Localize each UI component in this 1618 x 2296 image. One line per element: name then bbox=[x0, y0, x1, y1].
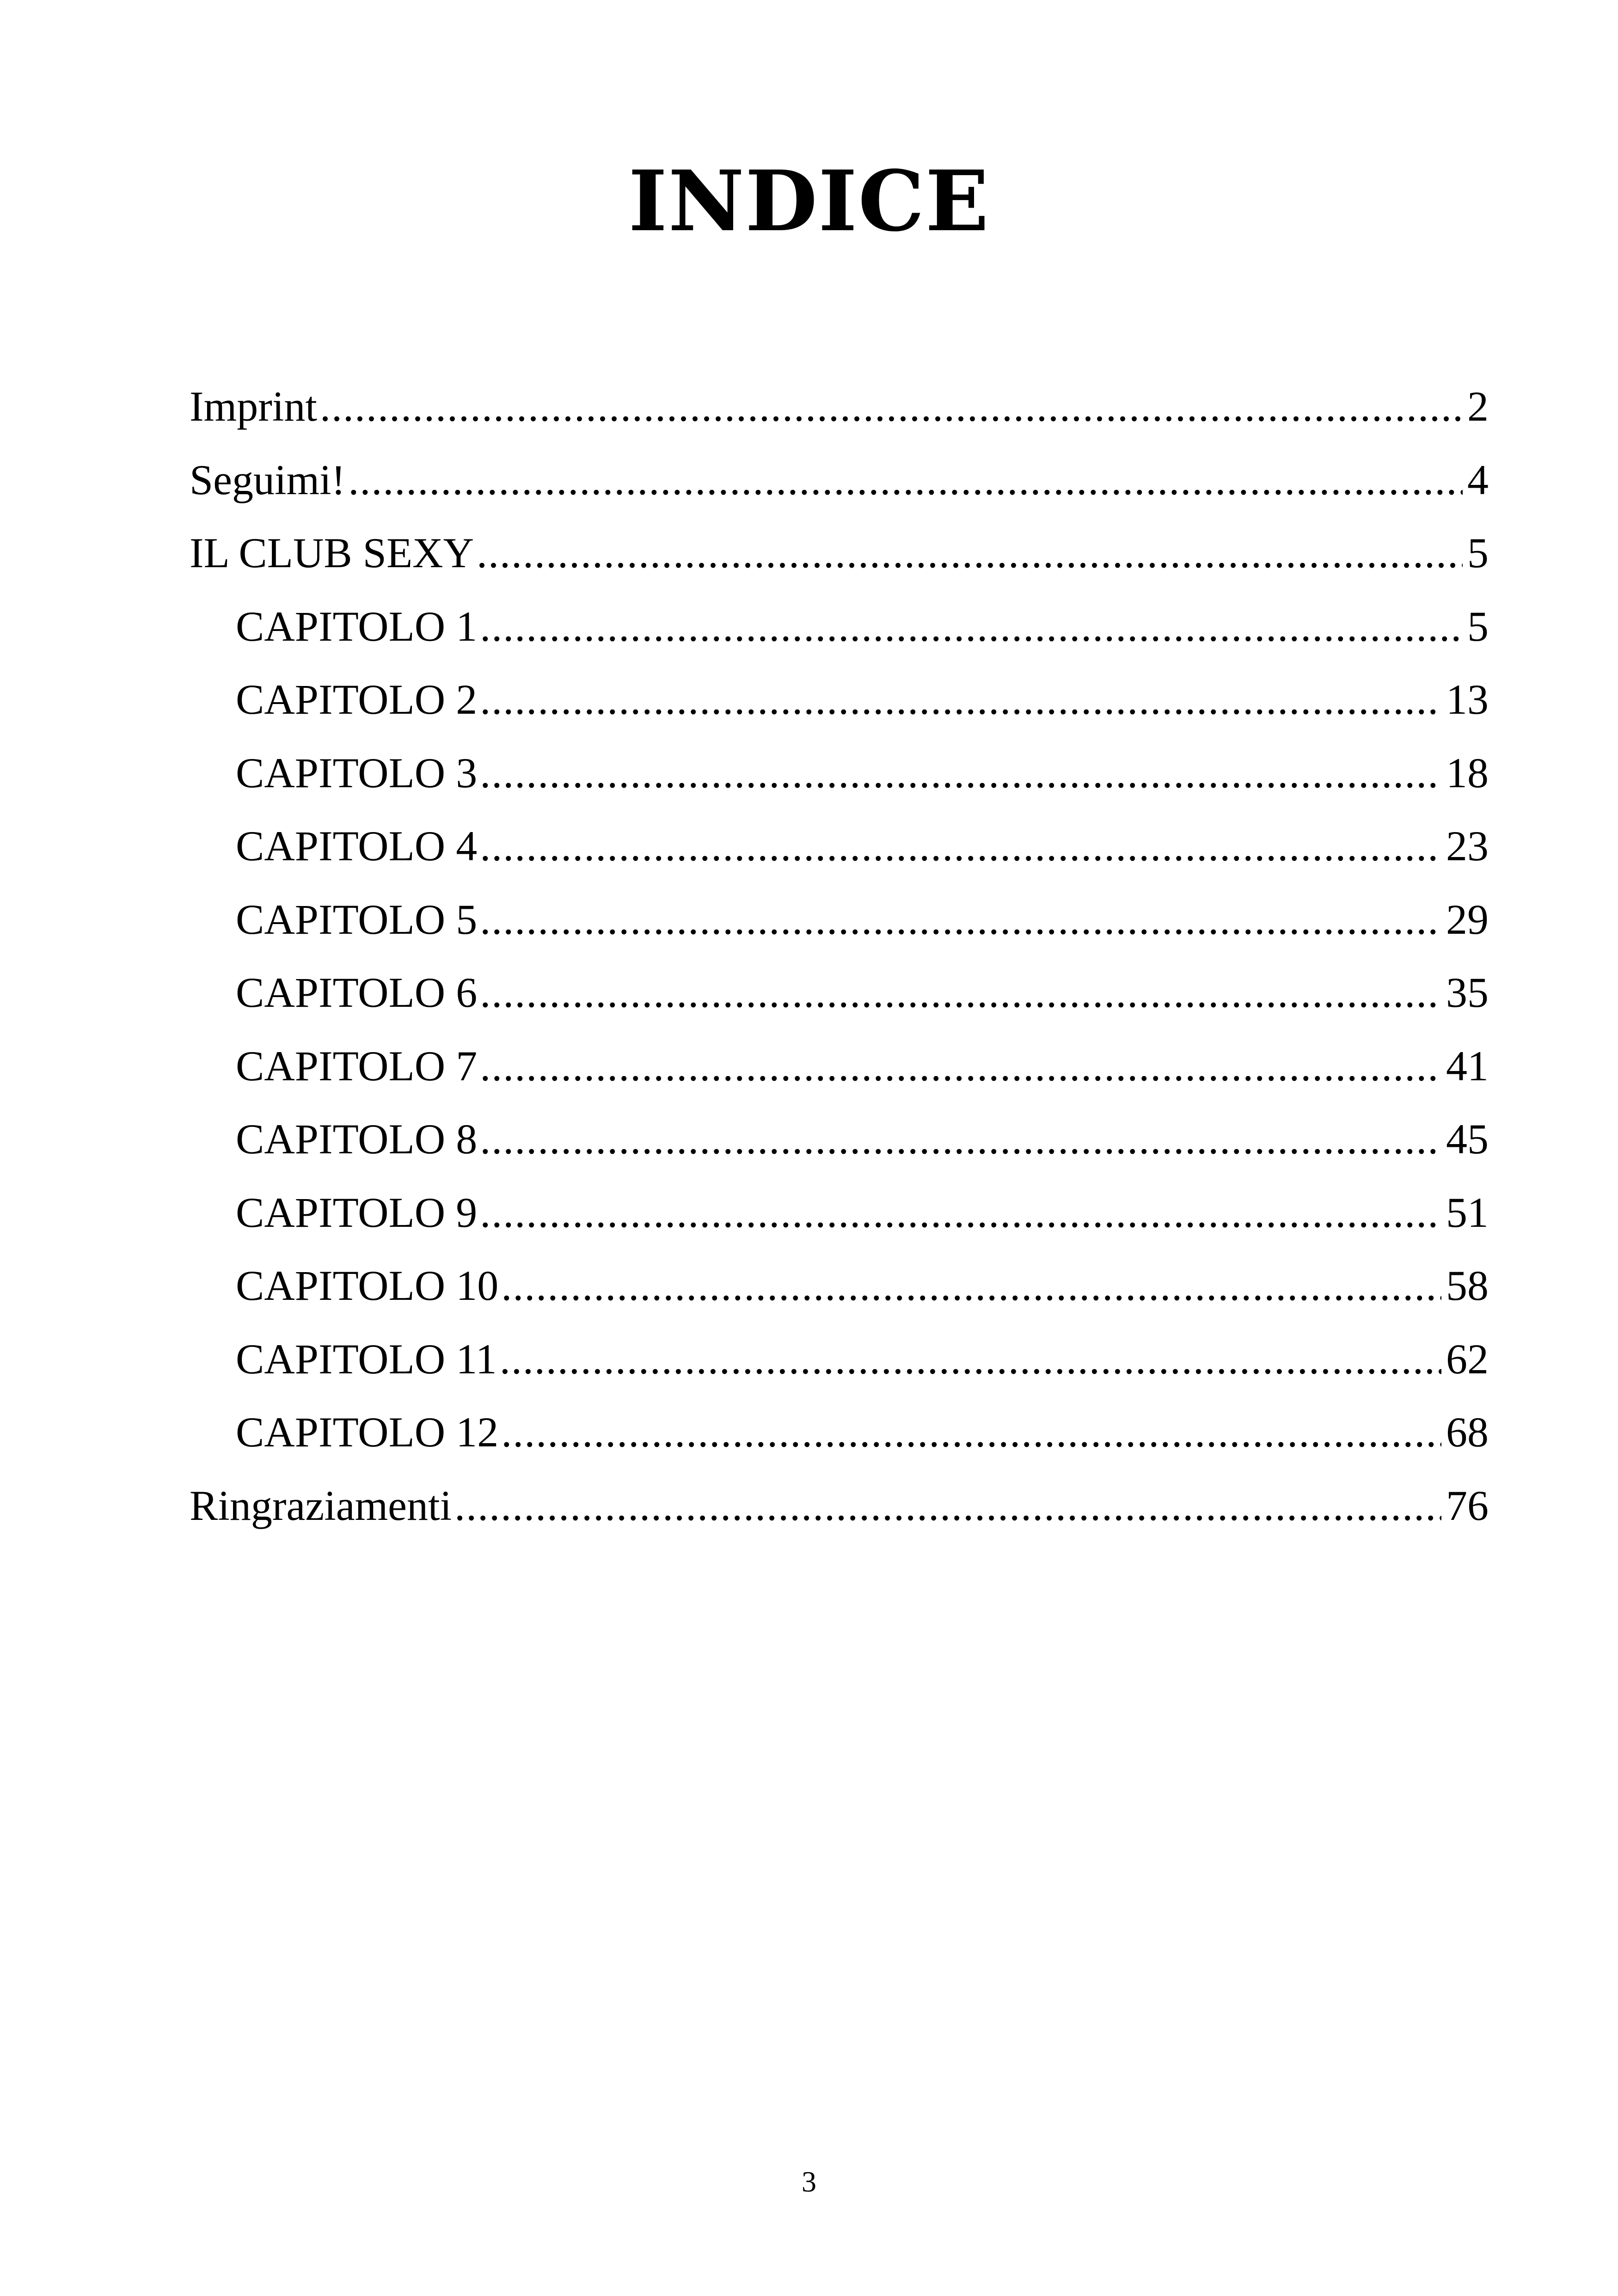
toc-entry-label: CAPITOLO 3 bbox=[236, 749, 478, 796]
toc-entry-page: 62 bbox=[1446, 1335, 1489, 1383]
toc-dot-leader bbox=[501, 1249, 1441, 1322]
toc-dot-leader bbox=[480, 663, 1441, 736]
toc-entry-label: CAPITOLO 4 bbox=[236, 822, 478, 869]
toc-dot-leader bbox=[480, 956, 1441, 1029]
toc-entry-label: Imprint bbox=[190, 383, 317, 430]
toc-entry[interactable] bbox=[190, 1396, 1489, 1469]
toc-entry-label: CAPITOLO 6 bbox=[236, 969, 478, 1016]
toc-entry-label: CAPITOLO 2 bbox=[236, 676, 478, 723]
toc-entry[interactable] bbox=[190, 590, 1489, 663]
toc-entry[interactable] bbox=[190, 663, 1489, 736]
toc-entry-label: CAPITOLO 12 bbox=[236, 1408, 499, 1456]
toc-entry[interactable] bbox=[190, 1249, 1489, 1322]
toc-entry[interactable] bbox=[190, 809, 1489, 883]
toc-dot-leader bbox=[480, 736, 1441, 810]
toc-entry-page: 4 bbox=[1467, 456, 1489, 503]
toc-dot-leader bbox=[480, 883, 1441, 956]
toc-dot-leader bbox=[477, 516, 1463, 590]
toc-entry-page: 23 bbox=[1446, 822, 1489, 869]
toc-entry-label: Ringraziamenti bbox=[190, 1482, 452, 1529]
toc-entry-page: 35 bbox=[1446, 969, 1489, 1016]
toc-entry-page: 68 bbox=[1446, 1408, 1489, 1456]
toc-entry[interactable] bbox=[190, 1029, 1489, 1103]
toc-entry-page: 18 bbox=[1446, 749, 1489, 796]
toc-dot-leader bbox=[480, 1029, 1441, 1103]
toc-dot-leader bbox=[500, 1322, 1441, 1396]
toc-entry-page: 5 bbox=[1467, 602, 1489, 650]
toc-entry-page: 45 bbox=[1446, 1115, 1489, 1163]
toc-dot-leader bbox=[454, 1469, 1441, 1543]
toc-entry[interactable] bbox=[190, 1176, 1489, 1249]
toc-entry-label: CAPITOLO 11 bbox=[236, 1335, 497, 1383]
toc-entry-label: Seguimi! bbox=[190, 456, 346, 503]
table-of-contents bbox=[190, 370, 1489, 1542]
toc-dot-leader bbox=[480, 809, 1441, 883]
toc-entry-page: 5 bbox=[1467, 529, 1489, 576]
toc-entry-page: 76 bbox=[1446, 1482, 1489, 1529]
toc-entry-page: 41 bbox=[1446, 1042, 1489, 1090]
toc-entry-page: 51 bbox=[1446, 1188, 1489, 1236]
toc-entry-label: CAPITOLO 8 bbox=[236, 1115, 478, 1163]
page-number: 3 bbox=[802, 2165, 816, 2198]
toc-entry[interactable] bbox=[190, 883, 1489, 956]
toc-entry-page: 29 bbox=[1446, 895, 1489, 943]
page-title: INDICE bbox=[628, 153, 990, 250]
toc-entry[interactable] bbox=[190, 443, 1489, 517]
toc-dot-leader bbox=[320, 370, 1463, 443]
toc-entry-page: 2 bbox=[1467, 383, 1489, 430]
toc-dot-leader bbox=[348, 443, 1463, 517]
toc-entry-page: 58 bbox=[1446, 1262, 1489, 1309]
toc-entry-label: CAPITOLO 9 bbox=[236, 1188, 478, 1236]
toc-entry[interactable] bbox=[190, 1102, 1489, 1176]
toc-entry-label: IL CLUB SEXY bbox=[190, 529, 474, 576]
toc-entry[interactable] bbox=[190, 956, 1489, 1029]
toc-entry[interactable] bbox=[190, 1469, 1489, 1543]
toc-entry-label: CAPITOLO 7 bbox=[236, 1042, 478, 1090]
toc-entry-page: 13 bbox=[1446, 676, 1489, 723]
toc-entry-label: CAPITOLO 10 bbox=[236, 1262, 499, 1309]
toc-entry[interactable] bbox=[190, 516, 1489, 590]
toc-dot-leader bbox=[501, 1396, 1441, 1469]
toc-dot-leader bbox=[480, 1102, 1441, 1176]
toc-entry-label: CAPITOLO 5 bbox=[236, 895, 478, 943]
toc-dot-leader bbox=[480, 1176, 1441, 1249]
toc-entry[interactable] bbox=[190, 370, 1489, 443]
toc-entry[interactable] bbox=[190, 736, 1489, 810]
toc-entry[interactable] bbox=[190, 1322, 1489, 1396]
toc-entry-label: CAPITOLO 1 bbox=[236, 602, 478, 650]
toc-dot-leader bbox=[480, 590, 1463, 663]
